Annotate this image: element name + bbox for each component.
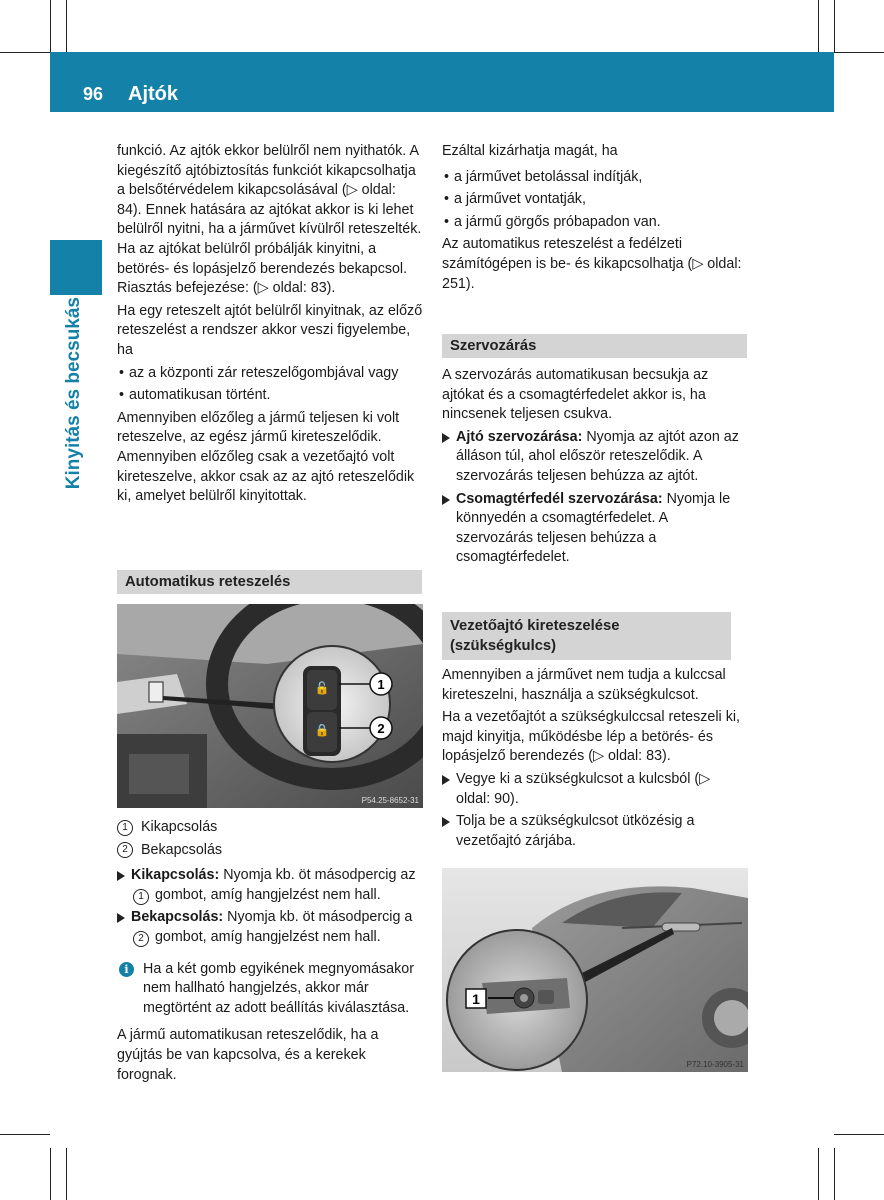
bullet-item: • a járművet vontatják, (442, 190, 748, 210)
paragraph: A szervozárás automatikusan becsukja az ajtókat és a csomagtérfedelet akkor is, ha nincsenek teljesen csukva. (442, 367, 709, 423)
paragraph: Ha a vezetőajtót a szükségkulccsal reteszeli ki, majd kinyitja, működésbe lép a betörés- és lopásjelző berendezés (▷ oldal: 83). (442, 709, 740, 765)
bullet-item: • az a központi zár reteszelőgombjával vagy (117, 364, 423, 384)
side-tab-block (50, 240, 102, 295)
legend-item (117, 818, 423, 838)
callout-number: 1 (133, 889, 149, 905)
svg-text:🔓: 🔓 (314, 681, 330, 695)
dashboard-illustration (117, 604, 423, 808)
step-item (442, 770, 748, 809)
callout-number: 2 (133, 931, 149, 947)
step-text: Tolja be a szükségkulcsot ütközésig a vezetőajtó zárjába. (456, 813, 695, 849)
paragraph: Ha egy reteszelt ajtót belülről kinyitnak, az előző reteszelést a rendszer akkor veszi figyelembe, ha (117, 302, 423, 358)
arrow-icon (442, 775, 450, 785)
bullet-item: • a jármű görgős próbapadon van. (442, 213, 748, 233)
bullet-item: • automatikusan történt. (117, 386, 423, 406)
step-label: Ajtó szervozárása: (456, 428, 583, 445)
callout-number: 2 (117, 842, 133, 858)
paragraph: Amennyiben a járművet nem tudja a kulccsal kireteszelni, használja a szükségkulcsot. (442, 667, 726, 703)
figure-code: P54.25-8652-31 (361, 796, 419, 805)
step-label: Csomagtérfedél szervozárása: (456, 490, 663, 507)
step-item (442, 812, 748, 851)
section-heading-emergency-key: Vezetőajtó kireteszelése (szükségkulcs) (442, 612, 731, 660)
figure-callout-label: 1 (472, 991, 480, 1007)
step-item (117, 866, 423, 905)
step-text: Nyomja le könnyedén a csomagtérfedelet. A szervozárás teljesen behúzza a csomagtérfedelet. (456, 490, 731, 566)
info-icon: i (119, 962, 134, 977)
step-text: Vegye ki a szükségkulcsot a kulcsból (▷ oldal: 90). (456, 770, 711, 807)
info-note (117, 960, 423, 1019)
section-heading-auto-locking: Automatikus reteszelés (117, 570, 422, 594)
paragraph: Ezáltal kizárhatja magát, ha (442, 143, 618, 159)
crop-mark (834, 0, 835, 52)
arrow-icon (442, 433, 450, 443)
paragraph: Amennyiben előzőleg a jármű teljesen ki volt reteszelve, az egész jármű kireteszelődik. Amennyiben előzőleg csak a vezetőajtó volt kireteszelve, akkor csak az az ajtó reteszelődik ki, amelyet belülről kinyitottak. (117, 409, 415, 505)
arrow-icon (442, 495, 450, 505)
crop-mark (50, 1148, 51, 1200)
page-number: 96 (83, 84, 104, 104)
crop-mark (0, 1134, 50, 1135)
crop-mark (818, 1148, 819, 1200)
paragraph: Az automatikus reteszelést a fedélzeti számítógépen is be- és kikapcsolhatja (▷ oldal: 251). (442, 236, 742, 292)
legend-text: Kikapcsolás (141, 819, 218, 835)
crop-mark (66, 1148, 67, 1200)
step-text: Nyomja kb. öt másodpercig az (223, 867, 416, 884)
step-item (117, 908, 423, 947)
left-column (117, 142, 423, 510)
step-label: Kikapcsolás: (131, 867, 220, 884)
arrow-icon (117, 871, 125, 881)
step-item (442, 428, 748, 487)
section-heading-power-closing: Szervozárás (442, 334, 747, 358)
right-column-section2 (442, 666, 748, 854)
crop-mark (0, 52, 50, 53)
svg-text:1: 1 (377, 677, 385, 692)
step-text: gombot, amíg hangjelzést nem hall. (154, 886, 381, 903)
step-label: Bekapcsolás: (131, 909, 224, 926)
crop-mark (818, 0, 819, 52)
right-column (442, 142, 748, 297)
crop-mark (834, 52, 884, 53)
step-text: Nyomja kb. öt másodpercig a (227, 909, 413, 926)
right-column-section1 (442, 366, 748, 571)
crop-mark (834, 1134, 884, 1135)
step-text: Nyomja az ajtót azon az álláson túl, ahol először reteszelődik. A szervozárás teljesen behúzza az ajtót. (456, 428, 739, 484)
figure-door-lock (442, 868, 748, 1072)
callout-number: 1 (117, 820, 133, 836)
bullet-item: • a járművet betolással indítják, (442, 168, 748, 188)
arrow-icon (442, 817, 450, 827)
arrow-icon (117, 913, 125, 923)
svg-text:2: 2 (377, 721, 385, 736)
figure-locking-buttons (117, 604, 423, 808)
svg-text:🔒: 🔒 (314, 723, 330, 737)
step-item (442, 490, 748, 568)
legend-item (117, 841, 423, 861)
crop-mark (834, 1148, 835, 1200)
crop-mark (66, 0, 67, 52)
step-text: gombot, amíg hangjelzést nem hall. (154, 928, 381, 945)
left-column-lower (117, 816, 423, 1088)
car-door-illustration (442, 868, 748, 1072)
legend-text: Bekapcsolás (141, 841, 223, 858)
intro-paragraph: funkció. Az ajtók ekkor belülről nem nyithatók. A kiegészítő ajtóbiztosítás funkciót kikapcsolhatja a belsőtérvédelem kikapcsolásával (▷ oldal: 84). Ennek hatására az ajtókat akkor is ki lehet belülről nyitni, ha a járművet kívülről reteszelték. Ha az ajtókat belülről próbálják kinyitni, a betörés- és lopásjelző berendezés bekapcsol. Riasztás befejezése: (▷ oldal: 83). (117, 143, 422, 297)
crop-mark (50, 0, 51, 52)
closing-paragraph: A jármű automatikusan reteszelődik, ha a gyújtás be van kapcsolva, és a kerekek forognak. (117, 1027, 379, 1083)
side-tab-label: Kinyitás és becsukás (63, 297, 84, 490)
info-text: Ha a két gomb egyikének megnyomásakor nem hallható hangjelzés, akkor már megtörtént az adott beállítás kiválasztása. (143, 960, 414, 1016)
figure-code: P72.10-3905-31 (686, 1060, 744, 1069)
chapter-title: Ajtók (128, 83, 178, 105)
